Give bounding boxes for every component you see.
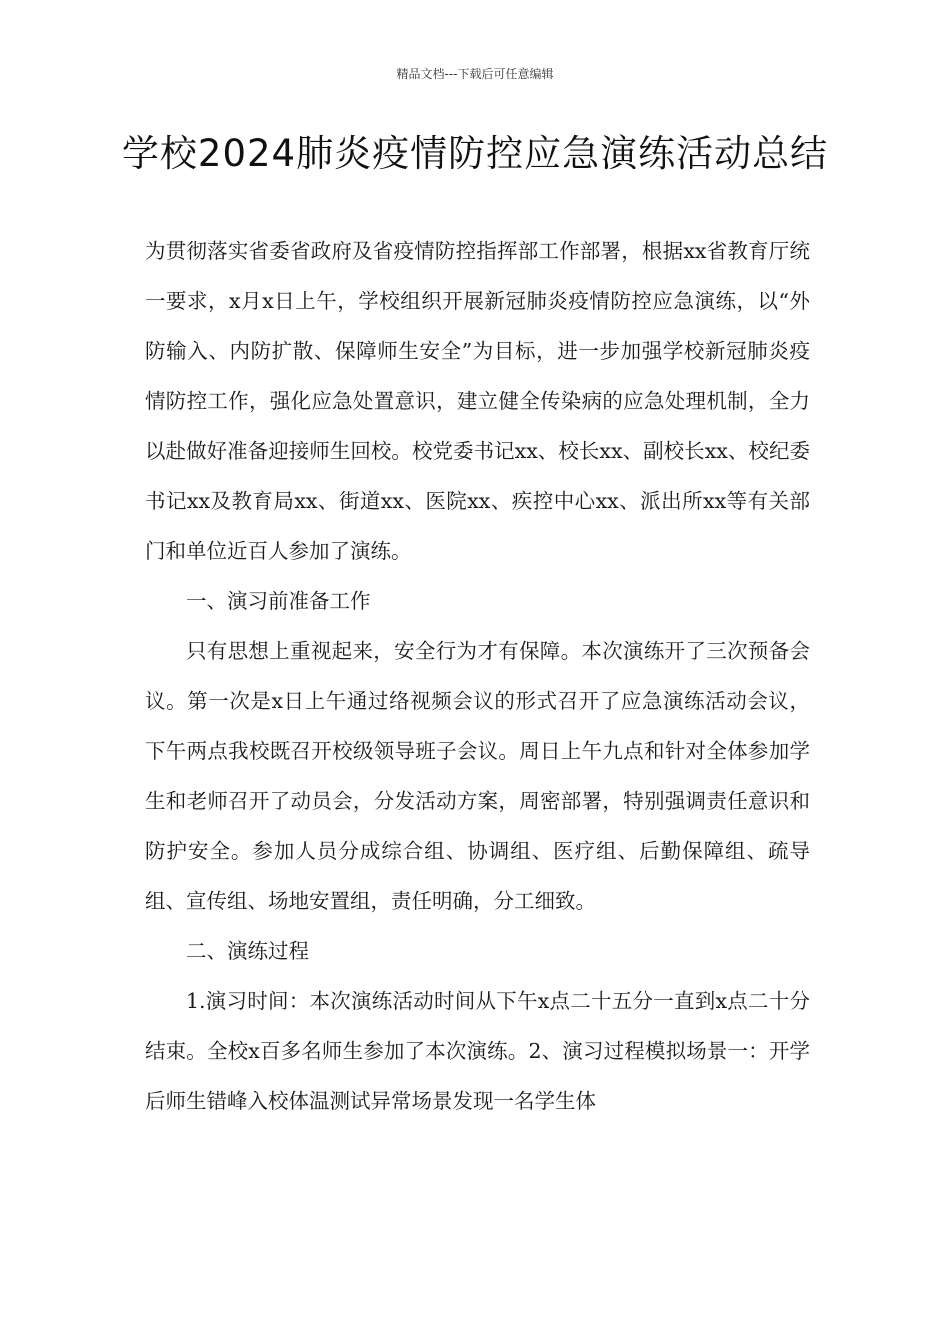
document-title: 学校2024肺炎疫情防控应急演练活动总结 bbox=[121, 132, 829, 175]
paragraph-preparation: 只有思想上重视起来，安全行为才有保障。本次演练开了三次预备会议。第一次是x日上午通过络视频会议的形式召开了应急演练活动会议，下午两点我校既召开校级领导班子会议。周日上午九点和针对全体参加学生和老师召开了动员会，分发活动方案，周密部署，特别强调责任意识和防护安全。参加人员分成综合组、协调组、医疗组、后勤保障组、疏导组、宣传组、场地安置组，责任明确，分工细致。 bbox=[145, 639, 810, 913]
paragraph-process: 1.演习时间：本次演练活动时间从下午x点二十五分一直到x点二十分结束。全校x百多名师生参加了本次演练。2、演习过程模拟场景一：开学后师生错峰入校体温测试异常场景发现一名学生体 bbox=[145, 989, 810, 1113]
header-note: 精品文档---下载后可任意编辑 bbox=[396, 67, 554, 81]
document-body bbox=[145, 226, 810, 1126]
section-heading-process: 二、演练过程 bbox=[186, 939, 309, 963]
section-heading-preparation: 一、演习前准备工作 bbox=[186, 589, 371, 613]
paragraph-intro: 为贯彻落实省委省政府及省疫情防控指挥部工作部署，根据xx省教育厅统一要求，x月x日上午，学校组织开展新冠肺炎疫情防控应急演练，以“外防输入、内防扩散、保障师生安全”为目标，进一步加强学校新冠肺炎疫情防控工作，强化应急处置意识，建立健全传染病的应急处理机制，全力以赴做好准备迎接师生回校。校党委书记xx、校长xx、副校长xx、校纪委书记xx及教育局xx、街道xx、医院xx、疾控中心xx、派出所xx等有关部门和单位近百人参加了演练。 bbox=[145, 239, 810, 563]
